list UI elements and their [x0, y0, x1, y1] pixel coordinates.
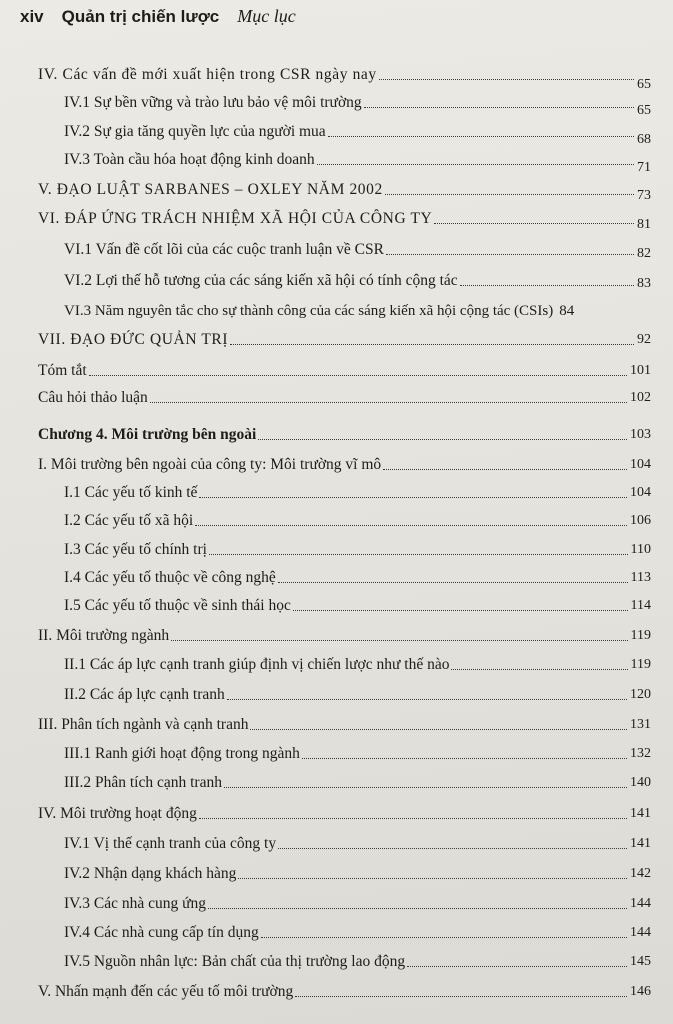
- toc-leader-dots: [238, 878, 627, 879]
- toc-entry-title: I. Môi trường bên ngoài của công ty: Môi trường vĩ mô: [38, 456, 382, 473]
- toc-entry-page: 68: [637, 132, 651, 147]
- toc-leader-dots: [195, 525, 627, 526]
- toc-entry-page: 81: [637, 217, 651, 232]
- toc-entry-v: [38, 181, 651, 203]
- toc-leader-dots: [278, 582, 628, 583]
- toc-entry-title: VI.1 Vấn đề cốt lõi của các cuộc tranh luận về CSR: [64, 241, 384, 258]
- toc-leader-dots: [386, 254, 634, 255]
- toc-entry-title: IV.1 Sự bền vững và trào lưu bảo vệ môi trường: [64, 94, 362, 111]
- toc-entry-ch4-iii-2: [64, 774, 651, 792]
- toc-entry-summary: [38, 362, 651, 380]
- toc-entry-vi-1: [64, 241, 651, 259]
- header-page-number: xiv: [20, 7, 44, 26]
- toc-leader-dots: [199, 818, 627, 819]
- toc-entry-title: III.2 Phân tích cạnh tranh: [64, 774, 222, 791]
- toc-entry-title: I.4 Các yếu tố thuộc về công nghệ: [64, 569, 276, 586]
- toc-entry-title: II.1 Các áp lực cạnh tranh giúp định vị chiến lược như thế nào: [64, 656, 450, 673]
- toc-entry-vi-3: [64, 302, 651, 320]
- toc-entry-page: 103: [630, 427, 651, 442]
- toc-leader-dots: [434, 223, 634, 224]
- toc-entry-ch4-iv-1: [64, 835, 651, 853]
- toc-entry-iv: [38, 66, 651, 92]
- toc-entry-title: IV.3 Toàn cầu hóa hoạt động kinh doanh: [64, 151, 315, 168]
- toc-entry-ch4-i-3: [64, 541, 651, 559]
- toc-entry-iv-3: [64, 151, 651, 175]
- toc-leader-dots: [89, 375, 627, 376]
- toc-entry-page: 106: [630, 513, 651, 528]
- toc-entry-page: 65: [637, 77, 651, 92]
- toc-leader-dots: [295, 996, 627, 997]
- toc-leader-dots: [150, 402, 627, 403]
- toc-leader-dots: [258, 439, 627, 440]
- toc-entry-ch4-i-1: [64, 484, 651, 502]
- toc-entry-iv-1: [64, 94, 651, 118]
- toc-leader-dots: [171, 640, 627, 641]
- toc-entry-page: 120: [630, 687, 651, 702]
- toc-entry-ch4-iii-1: [64, 745, 651, 763]
- toc-entry-vii: [38, 331, 651, 349]
- toc-entry-title: I.1 Các yếu tố kinh tế: [64, 484, 198, 501]
- toc-leader-dots: [209, 554, 628, 555]
- toc-entry-page: 141: [630, 836, 651, 851]
- toc-entry-page: 146: [630, 984, 651, 999]
- toc-entry-page: 104: [630, 457, 651, 472]
- toc-leader-dots: [278, 848, 627, 849]
- toc-entry-title: II.2 Các áp lực cạnh tranh: [64, 686, 225, 703]
- toc-entry-title: IV.3 Các nhà cung ứng: [64, 895, 206, 912]
- toc-entry-page: 113: [630, 570, 651, 585]
- toc-entry-page: 84: [559, 303, 575, 319]
- toc-entry-ch4-iv: [38, 805, 651, 823]
- toc-entry-ch4-iv-2: [64, 865, 651, 883]
- toc-entry-ch4-iv-3: [64, 895, 651, 913]
- toc-entry-vi: [38, 210, 651, 232]
- toc-leader-dots: [293, 610, 628, 611]
- toc-entry-ch4-v: [38, 983, 651, 1001]
- toc-entry-ch4-ii: [38, 627, 651, 645]
- toc-entry-ch4-ii-1: [64, 656, 651, 674]
- toc-entry-title: III. Phân tích ngành và cạnh tranh: [38, 716, 249, 733]
- toc-leader-dots: [379, 79, 634, 80]
- toc-entry-title: IV.4 Các nhà cung cấp tín dụng: [64, 924, 259, 941]
- toc-entry-page: 82: [637, 246, 651, 261]
- toc-entry-page: 92: [637, 332, 651, 347]
- toc-leader-dots: [460, 285, 634, 286]
- toc-entry-page: 71: [637, 160, 651, 175]
- toc-entry-ch4-ii-2: [64, 686, 651, 704]
- toc-entry-page: 144: [630, 925, 651, 940]
- toc-entry-page: 144: [630, 896, 651, 911]
- toc-entry-title: II. Môi trường ngành: [38, 627, 170, 644]
- toc-entry-page: 145: [630, 954, 651, 969]
- toc-leader-dots: [208, 908, 627, 909]
- toc-entry-ch4-iv-4: [64, 924, 651, 942]
- toc-entry-title: Tóm tắt: [38, 362, 87, 379]
- toc-entry-title: IV. Môi trường hoạt động: [38, 805, 197, 822]
- toc-leader-dots: [317, 164, 634, 165]
- toc-leader-dots: [261, 937, 627, 938]
- toc-entry-title: III.1 Ranh giới hoạt động trong ngành: [64, 745, 300, 762]
- toc-entry-title: I.3 Các yếu tố chính trị: [64, 541, 207, 558]
- toc-leader-dots: [250, 729, 627, 730]
- toc-entry-title: IV.1 Vị thế cạnh tranh của công ty: [64, 835, 277, 852]
- toc-leader-dots: [385, 194, 634, 195]
- toc-entry-iv-2: [64, 123, 651, 147]
- toc-entry-title: I.5 Các yếu tố thuộc về sinh thái học: [64, 597, 291, 614]
- toc-entry-page: 73: [637, 188, 651, 203]
- toc-entry-chapter-4: [38, 426, 651, 444]
- header-book-title: Quản trị chiến lược: [61, 7, 220, 26]
- toc-entry-page: 65: [637, 103, 651, 118]
- toc-entry-title: VII. ĐẠO ĐỨC QUẢN TRỊ: [38, 331, 229, 348]
- toc-entry-page: 119: [630, 628, 651, 643]
- toc-entry-page: 104: [630, 485, 651, 500]
- toc-entry-page: 140: [630, 775, 651, 790]
- toc-leader-dots: [227, 699, 627, 700]
- toc-entry-vi-2: [64, 272, 651, 290]
- toc-leader-dots: [407, 966, 627, 967]
- toc-entry-title: VI.2 Lợi thế hỗ tương của các sáng kiến xã hội có tính cộng tác: [64, 272, 458, 289]
- toc-entry-page: 114: [630, 598, 651, 613]
- toc-leader-dots: [199, 497, 627, 498]
- toc-entry-questions: [38, 389, 651, 407]
- toc-leader-dots: [383, 469, 627, 470]
- toc-entry-ch4-iv-5: [64, 953, 651, 971]
- toc-entry-title: Chương 4. Môi trường bên ngoài: [38, 426, 257, 443]
- toc-entry-page: 119: [630, 657, 651, 672]
- toc-entry-title: IV.2 Nhận dạng khách hàng: [64, 865, 237, 882]
- page-header: [20, 6, 653, 34]
- toc-leader-dots: [328, 136, 634, 137]
- toc-entry-title: IV.5 Nguồn nhân lực: Bản chất của thị trường lao động: [64, 953, 406, 970]
- toc-entry-title: V. ĐẠO LUẬT SARBANES – OXLEY NĂM 2002: [38, 181, 383, 198]
- toc-entry-page: 101: [630, 363, 651, 378]
- toc-entry-page: 110: [630, 542, 651, 557]
- toc-entry-page: 83: [637, 276, 651, 291]
- toc-entry-title: IV. Các vấn đề mới xuất hiện trong CSR ngày nay: [38, 66, 377, 83]
- toc-leader-dots: [451, 669, 627, 670]
- toc-leader-dots: [302, 758, 627, 759]
- toc-entry-title: VI.3 Năm nguyên tắc cho sự thành công của các sáng kiến xã hội cộng tác (CSIs): [64, 303, 554, 319]
- toc-entry-ch4-i-5: [64, 597, 651, 615]
- toc-entry-title: I.2 Các yếu tố xã hội: [64, 512, 194, 529]
- toc-entry-page: 142: [630, 866, 651, 881]
- toc-entry-page: 102: [630, 390, 651, 405]
- toc-leader-dots: [224, 787, 627, 788]
- header-section: Mục lục: [237, 6, 296, 26]
- toc-entry-ch4-i: [38, 456, 651, 474]
- toc-entry-title: V. Nhấn mạnh đến các yếu tố môi trường: [38, 983, 294, 1000]
- toc-entry-title: IV.2 Sự gia tăng quyền lực của người mua: [64, 123, 326, 140]
- toc-entry-page: 131: [630, 717, 651, 732]
- toc-leader-dots: [364, 107, 634, 108]
- toc-entry-ch4-i-2: [64, 512, 651, 530]
- toc-entry-page: 141: [630, 806, 651, 821]
- toc-entry-title: VI. ĐÁP ỨNG TRÁCH NHIỆM XÃ HỘI CỦA CÔNG TY: [38, 210, 433, 227]
- toc-entry-ch4-iii: [38, 716, 651, 734]
- toc-leader-dots: [230, 344, 634, 345]
- toc-entry-page: 132: [630, 746, 651, 761]
- toc-entry-title: Câu hỏi thảo luận: [38, 389, 148, 406]
- toc-entry-ch4-i-4: [64, 569, 651, 587]
